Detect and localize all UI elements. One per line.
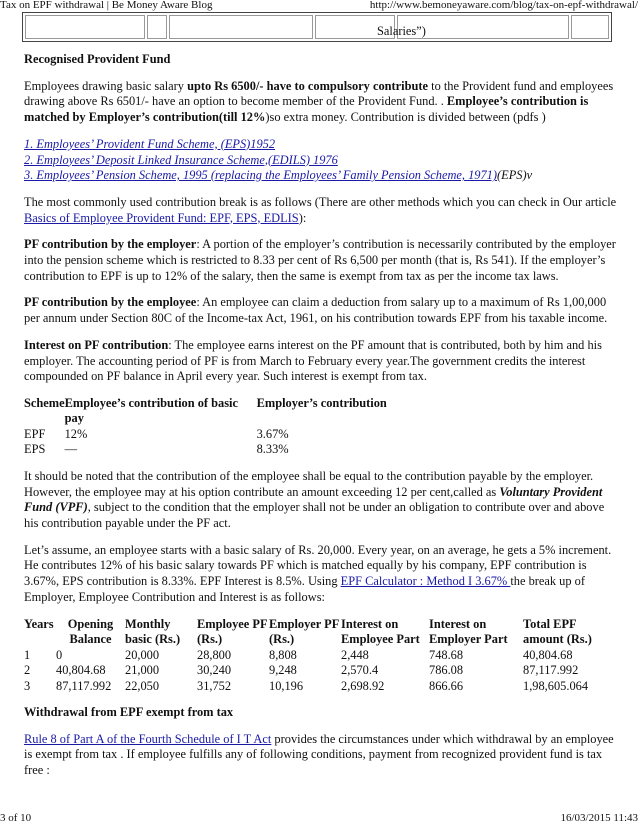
- table-row: 3 87,117.992 22,050 31,752 10,196 2,698.92 866.66 1,98,605.064: [24, 678, 589, 693]
- scheme-link-suffix: (EPS)v: [497, 168, 533, 183]
- contribution-break-paragraph: The most commonly used contribution break is as follows (There are other methods which you can check in Our article Basics of Employee Provident Fund: EPF, EPS, EDLIS):: [24, 194, 617, 225]
- scheme-link-eps1995[interactable]: 3. Employees’ Pension Scheme, 1995 (replacing the Employees’ Family Pension Scheme, 1971): [24, 168, 497, 183]
- article-content: [24, 52, 618, 790]
- scheme-link-eps1952[interactable]: 1. Employees’ Provident Fund Scheme, (EPS)1952: [24, 136, 276, 151]
- print-footer-datetime: 16/03/2015 11:43: [560, 812, 638, 824]
- epf-calculator-link[interactable]: EPF Calculator : Method I 3.67%: [340, 574, 511, 589]
- table-cell: [147, 15, 167, 39]
- table-cell: [25, 15, 145, 39]
- table-header-row: Years Opening Balance Monthly basic (Rs.) Employee PF (Rs.) Employer PF (Rs.) Interest on Employee Part Interest on Employer Part Total EPF amount (Rs.): [24, 616, 592, 647]
- interest-paragraph: Interest on PF contribution: The employee earns interest on the PF amount that is contributed, both by him and his employer. The accounting period of PF is from March to February every year.The government credits the interest compounded on PF balance in April every year. Such interest is exempt from tax.: [24, 337, 602, 384]
- table-cell-text: Salaries”): [377, 24, 426, 38]
- scheme-link-edils[interactable]: 2. Employees’ Deposit Linked Insurance Scheme,(EDILS) 1976: [24, 152, 338, 167]
- print-header-url: http://www.bemoneyaware.com/blog/tax-on-epf-withdrawal/: [369, 0, 638, 11]
- table-row: 2 40,804.68 21,000 30,240 9,248 2,570.4 786.08 87,117.992: [24, 663, 579, 678]
- rule8-link[interactable]: Rule 8 of Part A of the Fourth Schedule of I T Act: [24, 731, 272, 746]
- table-header-row: Scheme Employee’s contribution of basic pay Employer’s contribution: [24, 395, 387, 426]
- print-header-title: Tax on EPF withdrawal | Be Money Aware Blog: [0, 0, 213, 11]
- rule8-paragraph: Rule 8 of Part A of the Fourth Schedule of I T Act provides the circumstances under which withdrawal by an employee is exempt from tax . If employee fulfills any of following conditions, payment from recognized provident fund is tax free :: [24, 731, 614, 778]
- table-row: EPF 12% 3.67%: [24, 426, 289, 441]
- print-footer-page: 3 of 10: [0, 812, 32, 824]
- epf-calculation-table: [24, 617, 618, 695]
- employer-contribution-paragraph: PF contribution by the employer: A portion of the employer’s contribution is necessarily contributed by the employer into the pension scheme which is restricted to 8.33 per cent of Rs 6,500 per month (that is, Rs 541). If the employer’s contribution to EPF is up to 12% of the salary, then the same is exempt from tax as per the income tax laws.: [24, 237, 616, 283]
- table-row: EPS — 8.33%: [24, 442, 289, 457]
- employee-contribution-paragraph: PF contribution by the employee: An employee can claim a deduction from salary up to a maximum of Rs 1,00,000 per annum under Section 80C of the Income-tax Act, 1961, on his contribution towards EPF from his taxable income.: [24, 295, 608, 326]
- contribution-table: [24, 396, 387, 458]
- previous-table-fragment: [22, 12, 612, 42]
- basics-epf-link[interactable]: Basics of Employee Provident Fund: EPF, EPS, EDLIS: [24, 210, 299, 225]
- example-paragraph: Let’s assume, an employee starts with a basic salary of Rs. 20,000. Every year, on an average, he gets a 5% increment. He contributes 12% of his basic salary towards PF which is matched equally by his company, EPF contribution is 3.67%, EPS contribution is 8.33%. EPF Interest is 8.5%. Using EPF Calculator : Method I 3.67% the break up of Employer, Employee Contribution and Interest is as follows:: [24, 542, 612, 604]
- table-row: 1 0 20,000 28,800 8,808 2,448 748.68 40,804.68: [24, 647, 573, 662]
- section-heading-rpf: Recognised Provident Fund: [24, 52, 171, 66]
- vpf-paragraph: It should be noted that the contribution of the employee shall be equal to the contribution payable by the employer. However, the employee may at his option contribute an amount exceeding 12 per cent,called as Voluntary Provident Fund (VPF), subject to the condition that the employer shall not be under an obligation to contribute over and above his contribution payable under the PF act.: [24, 468, 605, 531]
- section-heading-withdrawal: Withdrawal from EPF exempt from tax: [24, 705, 234, 720]
- rpf-paragraph: Employees drawing basic salary upto Rs 6500/- have to compulsory contribute to the Provident fund and employees drawing above Rs 6501/- have an option to become member of the Provident Fund. . Employee’s contribution is matched by Employer’s contribution(till 12%)so extra money. Contribution is divided between (pdfs ): [24, 78, 614, 125]
- table-cell: [571, 15, 609, 39]
- table-cell: [169, 15, 313, 39]
- scheme-link-list: [24, 137, 618, 184]
